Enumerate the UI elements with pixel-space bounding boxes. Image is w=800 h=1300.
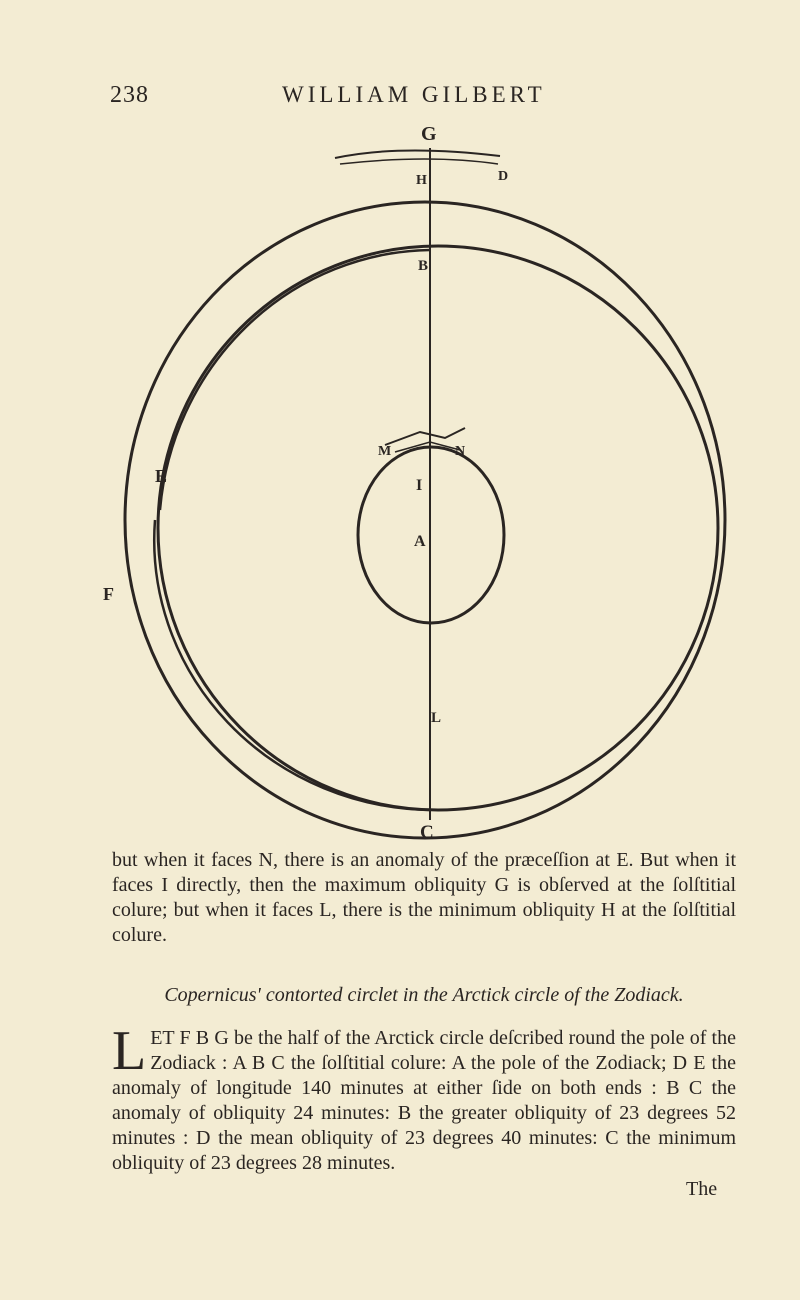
- label-b: B: [418, 258, 429, 274]
- section-heading: Copernicus' contorted circlet in the Arctick circle of the Zodiack.: [164, 984, 684, 1006]
- paragraph-anomaly: but when it faces N, there is an anomaly of the præceſſion at E. But when it faces I directly, then the maximum obliquity G is obſerved at the ſolſtitial colure; but when it faces L, there is the minimum obliquity H at the ſolſtitial colure.: [112, 849, 736, 946]
- paragraph-circlet-text: ET F B G be the half of the Arctick circle deſcribed round the pole of the Zodiack : A B C the ſolſtitial colure: A the pole of the Zodiack; D E the anomaly of longitude 140 minutes at either ſide on both ends : B C the anomaly of obliquity 24 minutes: B the greater obliquity of 23 degrees 52 minutes : D the mean obliquity of 23 degrees 40 minutes: C the minimum obliquity of 23 degrees 28 minutes.: [112, 1027, 736, 1174]
- label-a: A: [414, 533, 426, 550]
- label-n: N: [455, 444, 466, 459]
- arc-lower-left: [154, 520, 430, 810]
- copernicus-circlet-diagram: [100, 120, 740, 840]
- outer-circle: [125, 202, 725, 838]
- label-l: L: [431, 710, 442, 726]
- label-m: M: [378, 444, 392, 459]
- label-i: I: [416, 477, 423, 494]
- label-d-top: D: [498, 169, 509, 184]
- page-number: 238: [110, 82, 149, 108]
- label-c: C: [420, 822, 434, 840]
- drop-cap: L: [112, 1020, 147, 1082]
- paragraph-circlet: [112, 1020, 736, 1176]
- catchword: The: [686, 1178, 718, 1200]
- label-g: G: [421, 123, 437, 145]
- label-f: F: [103, 584, 114, 604]
- label-e: E: [155, 466, 168, 486]
- page-header: [110, 82, 710, 118]
- running-title: WILLIAM GILBERT: [282, 82, 546, 107]
- label-h: H: [416, 173, 427, 188]
